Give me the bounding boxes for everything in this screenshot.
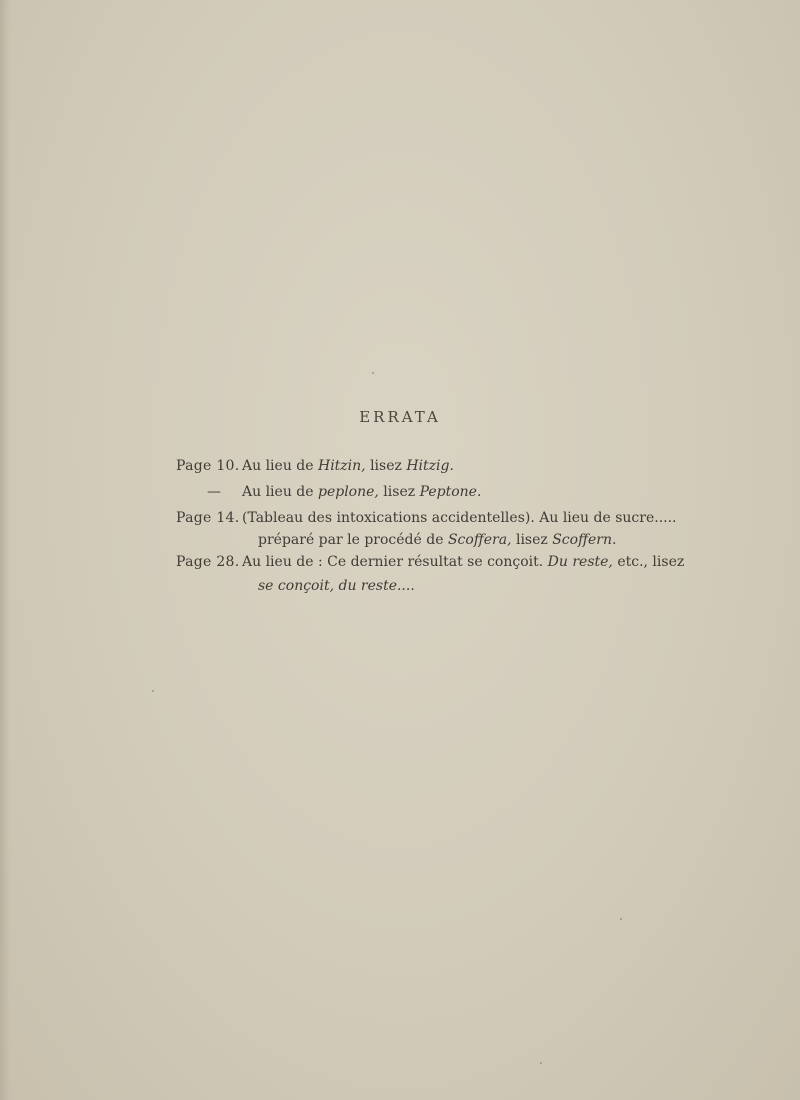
entry-text: Au lieu de xyxy=(242,484,318,500)
entry-text: Au lieu de xyxy=(242,458,318,474)
entry-page-label: Page 28. xyxy=(176,554,240,570)
entry-correct-phrase: se conçoit, du reste.... xyxy=(258,578,415,594)
entry-wrong-term: Hitzin, xyxy=(317,458,366,474)
entry-text: Au lieu de : Ce dernier résultat se conçoit. xyxy=(242,554,548,570)
errata-title: ERRATA xyxy=(359,408,441,426)
errata-entry-page-28 xyxy=(176,550,684,574)
entry-page-label: Page 14. xyxy=(176,510,240,526)
entry-text: préparé par le procédé de xyxy=(258,532,448,548)
page-edge-shadow xyxy=(0,0,10,1100)
entry-italic-phrase: Du reste, xyxy=(547,554,613,570)
entry-text: (Tableau des intoxications accidentelles). Au lieu de sucre..... xyxy=(242,510,677,526)
paper-speck xyxy=(372,372,374,374)
entry-correct-term: Scoffern. xyxy=(552,532,617,548)
errata-entry-page-28-line-2 xyxy=(258,574,415,598)
entry-correct-term: Peptone. xyxy=(419,484,482,500)
paper-speck xyxy=(152,690,154,692)
entry-text: lisez xyxy=(365,458,407,474)
entry-correct-term: Hitzig. xyxy=(406,458,454,474)
entry-text: lisez xyxy=(378,484,420,500)
entry-wrong-term: peplone, xyxy=(317,484,379,500)
errata-entry-page-14 xyxy=(176,506,677,530)
errata-entry-page-10 xyxy=(176,454,454,478)
paper-speck xyxy=(620,918,622,920)
entry-text: etc., lisez xyxy=(612,554,685,570)
errata-entry-page-10-continued xyxy=(176,480,481,504)
paper-speck xyxy=(540,1062,542,1064)
errata-entry-page-14-line-2 xyxy=(258,528,616,552)
entry-ditto-dash: — xyxy=(207,484,221,500)
entry-page-label: Page 10. xyxy=(176,458,240,474)
entry-wrong-term: Scoffera, xyxy=(447,532,512,548)
entry-text: lisez xyxy=(511,532,553,548)
